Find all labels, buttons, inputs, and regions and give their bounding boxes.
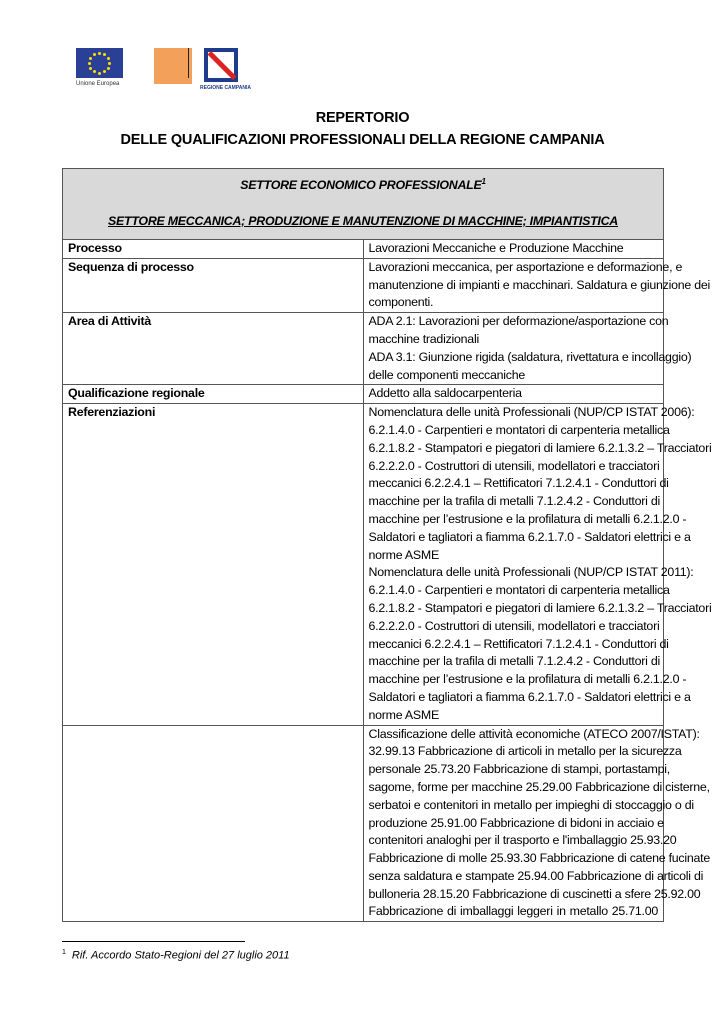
text-line: contenitori analoghi per il trasporto e l'imballaggio 25.93.20 xyxy=(368,833,677,848)
text-line: Nomenclatura delle unità Professionali (NUP/CP ISTAT 2011): xyxy=(368,565,694,580)
text-line: macchine tradizionali xyxy=(368,331,479,346)
table-row xyxy=(63,385,664,404)
row-value xyxy=(363,313,692,385)
sector-name: SETTORE MECCANICA; PRODUZIONE E MANUTENZIONE DI MACCHINE; IMPIANTISTICA xyxy=(107,213,618,228)
document-subtitle: DELLE QUALIFICAZIONI PROFESSIONALI DELLA REGIONE CAMPANIA xyxy=(120,132,605,148)
text-line: norme ASME xyxy=(368,707,439,722)
row-label: Qualificazione regionale xyxy=(63,385,364,404)
text-line: sagome, forme per macchine 25.29.00 Fabbricazione di cisterne, xyxy=(368,779,710,794)
text-line: Classificazione delle attività economiche (ATECO 2007/ISTAT): xyxy=(368,726,700,741)
text-line: 6.2.1.4.0 - Carpentieri e montatori di carpenteria metallica xyxy=(368,422,670,437)
text-line: macchine per l’estrusione e la profilatura di metalli 6.2.1.2.0 - xyxy=(368,672,687,687)
eu-logo-label: Unione Europea xyxy=(76,81,120,87)
regione-campania-logo xyxy=(204,48,238,82)
text-line: 6.2.1.4.0 - Carpentieri e montatori di carpenteria metallica xyxy=(368,583,670,598)
table-row xyxy=(63,725,664,922)
text-line: macchine per l’estrusione e la profilatura di metalli 6.2.1.2.0 - xyxy=(368,511,687,526)
table-row xyxy=(63,258,664,312)
arses-logo xyxy=(154,48,192,84)
text-line: personale 25.73.20 Fabbricazione di stampi, portastampi, xyxy=(368,762,670,777)
footnote-ref: 1 xyxy=(481,177,486,186)
table-row xyxy=(63,404,664,725)
text-line: componenti. xyxy=(368,295,434,310)
text-line: Saldatori e tagliatori a fiamma 6.2.1.7.0 - Saldatori elettrici e a xyxy=(368,529,691,544)
row-label: Sequenza di processo xyxy=(63,258,364,312)
table-row xyxy=(63,313,664,385)
arses-logo-line xyxy=(188,48,189,78)
eu-flag-logo xyxy=(76,48,123,78)
text-line: 6.2.1.8.2 - Stampatori e piegatori di lamiere 6.2.1.3.2 – Tracciatori xyxy=(368,440,712,455)
row-label xyxy=(63,725,364,922)
row-value xyxy=(363,258,710,312)
campania-logo-label: REGIONE CAMPANIA xyxy=(200,85,252,91)
text-line: senza saldatura e stampate 25.94.00 Fabbricazione di articoli di xyxy=(368,868,704,883)
table-row xyxy=(63,240,664,259)
row-value xyxy=(363,404,712,725)
text-line: 6.2.1.8.2 - Stampatori e piegatori di lamiere 6.2.1.3.2 – Tracciatori xyxy=(368,600,712,615)
footnote-number: 1 xyxy=(62,949,66,956)
text-line: meccanici 6.2.2.4.1 – Rettificatori 7.1.2.4.1 - Conduttori di xyxy=(368,476,669,491)
text-line: manutenzione di impianti e macchinari. Saldatura e giunzione dei xyxy=(368,277,710,292)
text-line: Fabbricazione di molle 25.93.30 Fabbricazione di catene fucinate xyxy=(368,851,710,866)
text-line: Lavorazioni meccanica, per asportazione e deformazione, e xyxy=(368,259,683,274)
document-title: REPERTORIO xyxy=(315,110,410,126)
text-line: ADA 3.1: Giunzione rigida (saldatura, rivettatura e incollaggio) xyxy=(368,349,692,364)
text-line: serbatoi e contenitori in metallo per impieghi di stoccaggio o di xyxy=(368,797,694,812)
row-label: Referenziazioni xyxy=(63,404,364,725)
text-line: macchine per la trafila di metalli 7.1.2.4.2 - Conduttori di xyxy=(368,494,660,509)
text-line: macchine per la trafila di metalli 7.1.2.4.2 - Conduttori di xyxy=(368,654,660,669)
text-line: 32.99.13 Fabbricazione di articoli in metallo per la sicurezza xyxy=(368,744,682,759)
row-label: Processo xyxy=(63,240,364,259)
sector-header xyxy=(63,169,664,240)
text-line: bulloneria 28.15.20 Fabbricazione di cuscinetti a sfere 25.92.00 xyxy=(368,886,701,901)
text-line: norme ASME xyxy=(368,547,439,562)
text-line: ADA 2.1: Lavorazioni per deformazione/asportazione con xyxy=(368,314,669,329)
text-line: Nomenclatura delle unità Professionali (NUP/CP ISTAT 2006): xyxy=(368,405,695,420)
text-line: 6.2.2.2.0 - Costruttori di utensili, modellatori e tracciatori xyxy=(368,458,660,473)
row-value xyxy=(363,385,664,404)
text-line: Saldatori e tagliatori a fiamma 6.2.1.7.0 - Saldatori elettrici e a xyxy=(368,689,691,704)
text-line: 6.2.2.2.0 - Costruttori di utensili, modellatori e tracciatori xyxy=(368,618,660,633)
footnote-text: Rif. Accordo Stato-Regioni del 27 luglio 2011 xyxy=(71,949,290,962)
row-value xyxy=(363,240,664,259)
text-line: produzione 25.91.00 Fabbricazione di bidoni in acciaio e xyxy=(368,815,664,830)
text-line: Addetto alla saldocarpenteria xyxy=(368,386,522,401)
table-header-row xyxy=(63,169,664,240)
sector-header-label: SETTORE ECONOMICO PROFESSIONALE xyxy=(240,178,482,193)
text-line: meccanici 6.2.2.4.1 – Rettificatori 7.1.2.4.1 - Conduttori di xyxy=(368,636,669,651)
footnote-divider xyxy=(62,941,245,942)
qualification-table xyxy=(62,168,712,922)
text-line: Fabbricazione di imballaggi leggeri in metallo 25.71.00 xyxy=(368,904,658,919)
text-line: delle componenti meccaniche xyxy=(368,367,525,382)
footnote xyxy=(62,949,290,962)
row-value xyxy=(363,725,710,922)
row-label: Area di Attività xyxy=(63,313,364,385)
text-line: Lavorazioni Meccaniche e Produzione Macchine xyxy=(368,241,624,255)
